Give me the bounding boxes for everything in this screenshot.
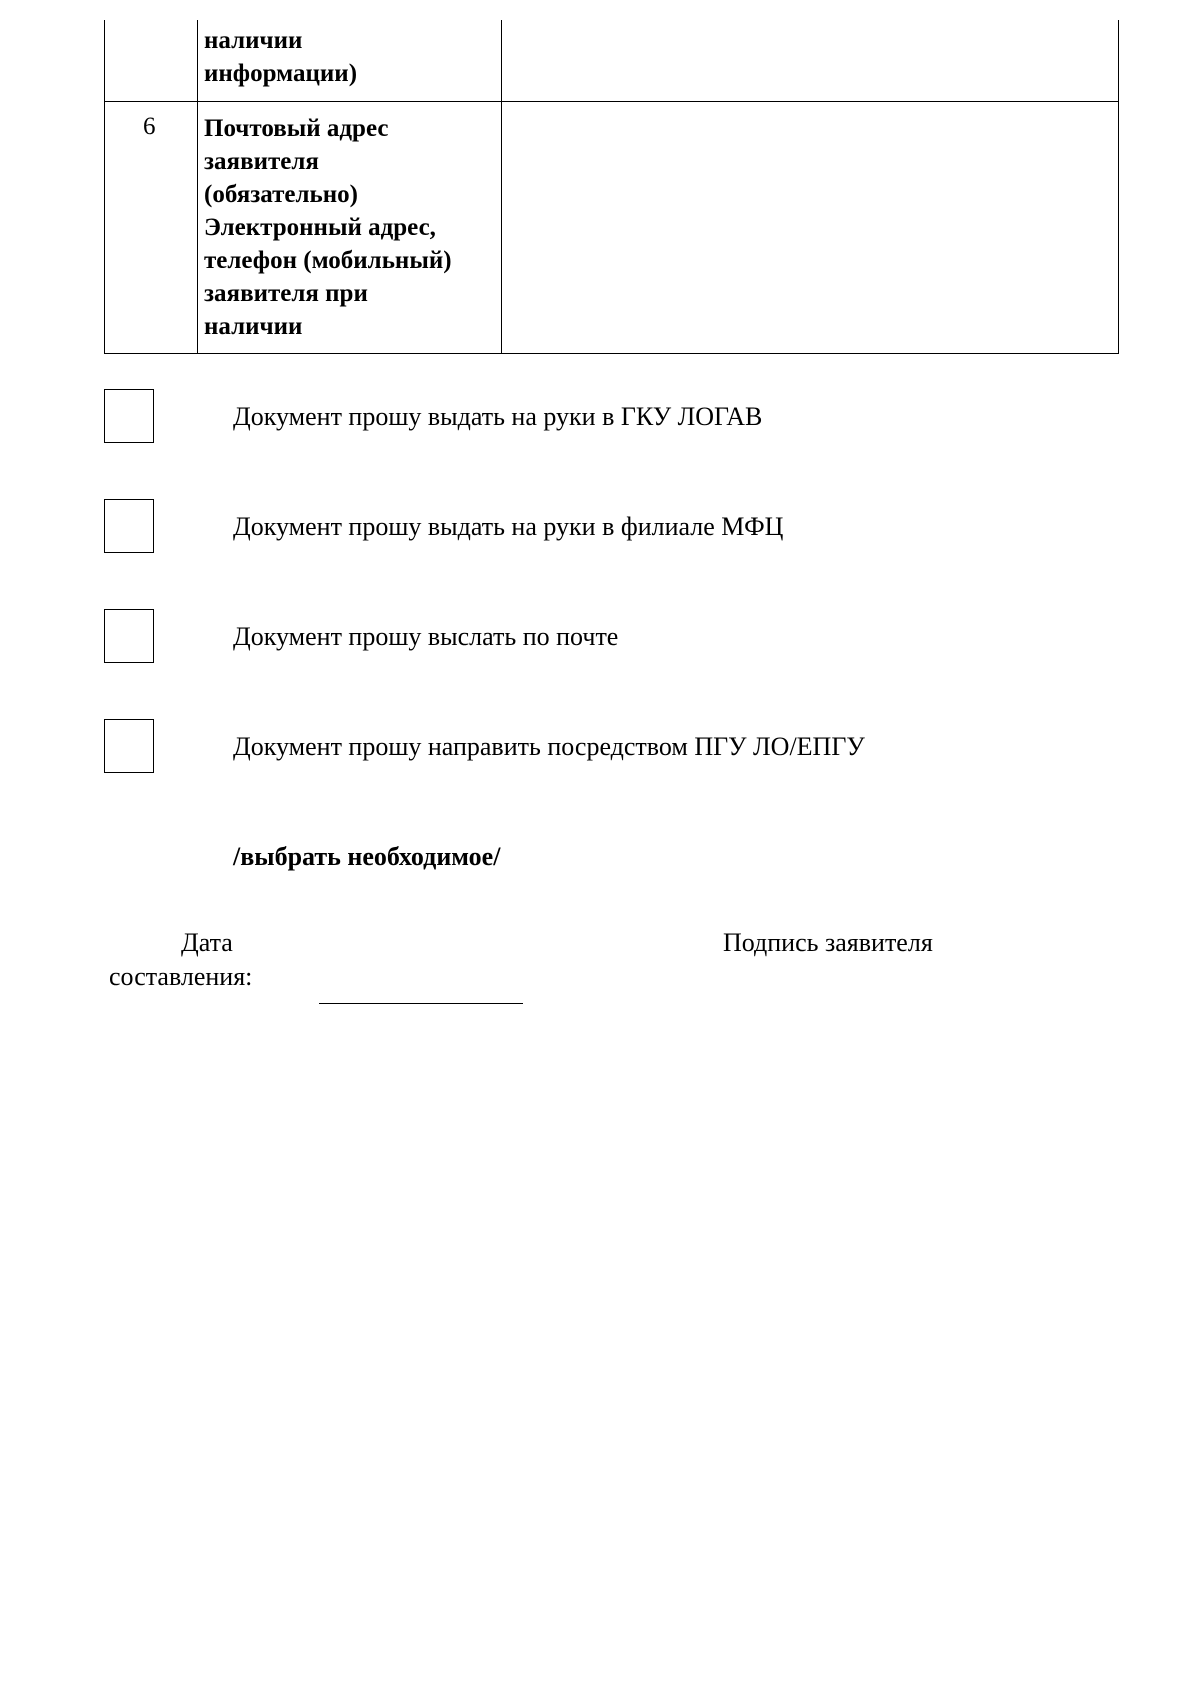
label-line: Почтовый адрес xyxy=(204,115,389,142)
label-line: наличии xyxy=(204,27,303,54)
label-line: заявителя xyxy=(204,148,319,175)
option-label: Документ прошу направить посредством ПГУ ЛО/ЕПГУ xyxy=(233,732,865,761)
label-line: Электронный адрес, xyxy=(204,214,436,241)
option-label: Документ прошу выслать по почте xyxy=(233,622,619,651)
signature-label: Подпись заявителя xyxy=(723,928,933,957)
continued-label xyxy=(204,24,357,90)
label-line: телефон (мобильный) xyxy=(204,247,452,274)
option-checkbox-mfc[interactable] xyxy=(104,499,154,553)
date-label-2: составления: xyxy=(109,962,253,991)
label-line: заявителя при xyxy=(204,280,368,307)
select-hint: /выбрать необходимое/ xyxy=(233,842,501,871)
label-line: (обязательно) xyxy=(204,181,358,208)
option-checkbox-logav[interactable] xyxy=(104,389,154,443)
row-number: 6 xyxy=(143,113,156,140)
label-line: информации) xyxy=(204,60,358,87)
option-checkbox-mail[interactable] xyxy=(104,609,154,663)
postal-address-value-field[interactable] xyxy=(502,102,1118,353)
date-label: Дата xyxy=(181,928,233,957)
option-label: Документ прошу выдать на руки в ГКУ ЛОГАВ xyxy=(233,402,763,431)
label-line: наличии xyxy=(204,313,303,340)
date-line[interactable] xyxy=(319,1003,523,1004)
option-checkbox-pgu[interactable] xyxy=(104,719,154,773)
option-label: Документ прошу выдать на руки в филиале МФЦ xyxy=(233,512,784,541)
postal-address-label xyxy=(204,112,452,343)
